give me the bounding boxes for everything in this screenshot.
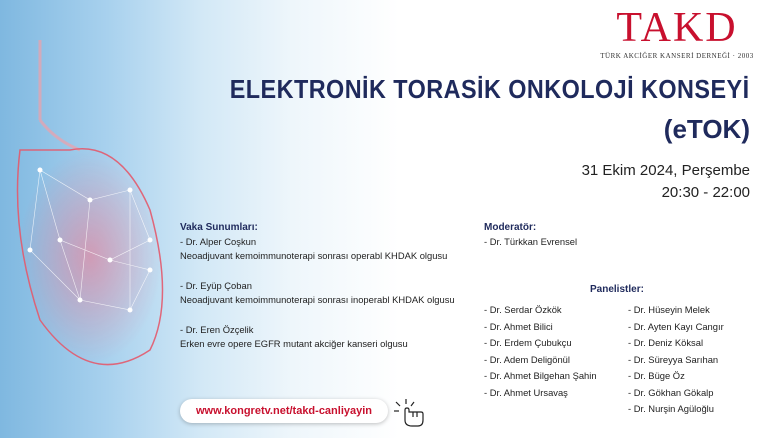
case-item xyxy=(180,235,455,263)
event-date: 31 Ekim 2024, Perşembe xyxy=(581,162,750,179)
panelists-heading: Panelistler: xyxy=(590,284,644,295)
logo-subtitle: TÜRK AKCİĞER KANSERİ DERNEĞİ · 2003 xyxy=(600,52,754,60)
cases-section xyxy=(180,222,455,351)
title-line-1: ELEKTRONİK TORASİK ONKOLOJİ KONSEYİ xyxy=(230,74,750,104)
panelist: - Dr. Ahmet Bilici xyxy=(484,320,553,332)
cases-heading: Vaka Sunumları: xyxy=(180,222,258,233)
panelist: - Dr. Erdem Çubukçu xyxy=(484,337,572,348)
panelist: - Dr. Nurşin Agüloğlu xyxy=(628,403,714,414)
moderator-heading: Moderatör: xyxy=(484,222,537,233)
case-item xyxy=(180,323,455,351)
panelist: - Dr. Deniz Köksal xyxy=(628,337,704,348)
case-presenter: - Dr. Eren Özçelik xyxy=(180,324,254,335)
panelist: - Dr. Süreyya Sarıhan xyxy=(628,353,719,365)
panelists-left xyxy=(484,302,597,401)
panelists-right xyxy=(628,302,724,418)
panelist: - Dr. Gökhan Gökalp xyxy=(628,386,714,398)
panelist: - Dr. Ahmet Bilgehan Şahin xyxy=(484,370,597,381)
event-datetime xyxy=(582,160,750,204)
title-line-2: (eTOK) xyxy=(663,114,750,144)
panelists-heading-wrap xyxy=(590,284,644,295)
panelist: - Dr. Ayten Kayı Cangır xyxy=(628,320,724,332)
case-item xyxy=(180,279,455,307)
panelist: - Dr. Büge Öz xyxy=(628,370,685,381)
case-topic: Erken evre opere EGFR mutant akciğer kanseri olgusu xyxy=(180,338,408,349)
event-time: 20:30 - 22:00 xyxy=(661,184,750,201)
takd-logo xyxy=(592,6,762,60)
case-topic: Neoadjuvant kemoimmunoterapi sonrası operabl KHDAK olgusu xyxy=(180,250,448,261)
case-topic: Neoadjuvant kemoimmunoterapi sonrası inoperabl KHDAK olgusu xyxy=(180,294,455,305)
panelist: - Dr. Serdar Özkök xyxy=(484,304,562,315)
moderator-name: - Dr. Türkkan Evrensel xyxy=(484,236,578,247)
panelist: - Dr. Hüseyin Melek xyxy=(628,304,710,315)
case-presenter: - Dr. Eyüp Çoban xyxy=(180,280,252,291)
panelist: - Dr. Ahmet Ursavaş xyxy=(484,386,568,398)
moderator-section xyxy=(484,222,577,249)
lung-illustration xyxy=(0,0,260,438)
pointing-hand-icon xyxy=(392,398,428,428)
case-presenter: - Dr. Alper Coşkun xyxy=(180,236,257,247)
live-stream-link[interactable]: www.kongretv.net/takd-canliyayin xyxy=(180,399,388,423)
logo-mark: TAKD xyxy=(616,5,738,51)
panelist: - Dr. Adem Deligönül xyxy=(484,353,570,365)
event-title xyxy=(172,74,750,144)
